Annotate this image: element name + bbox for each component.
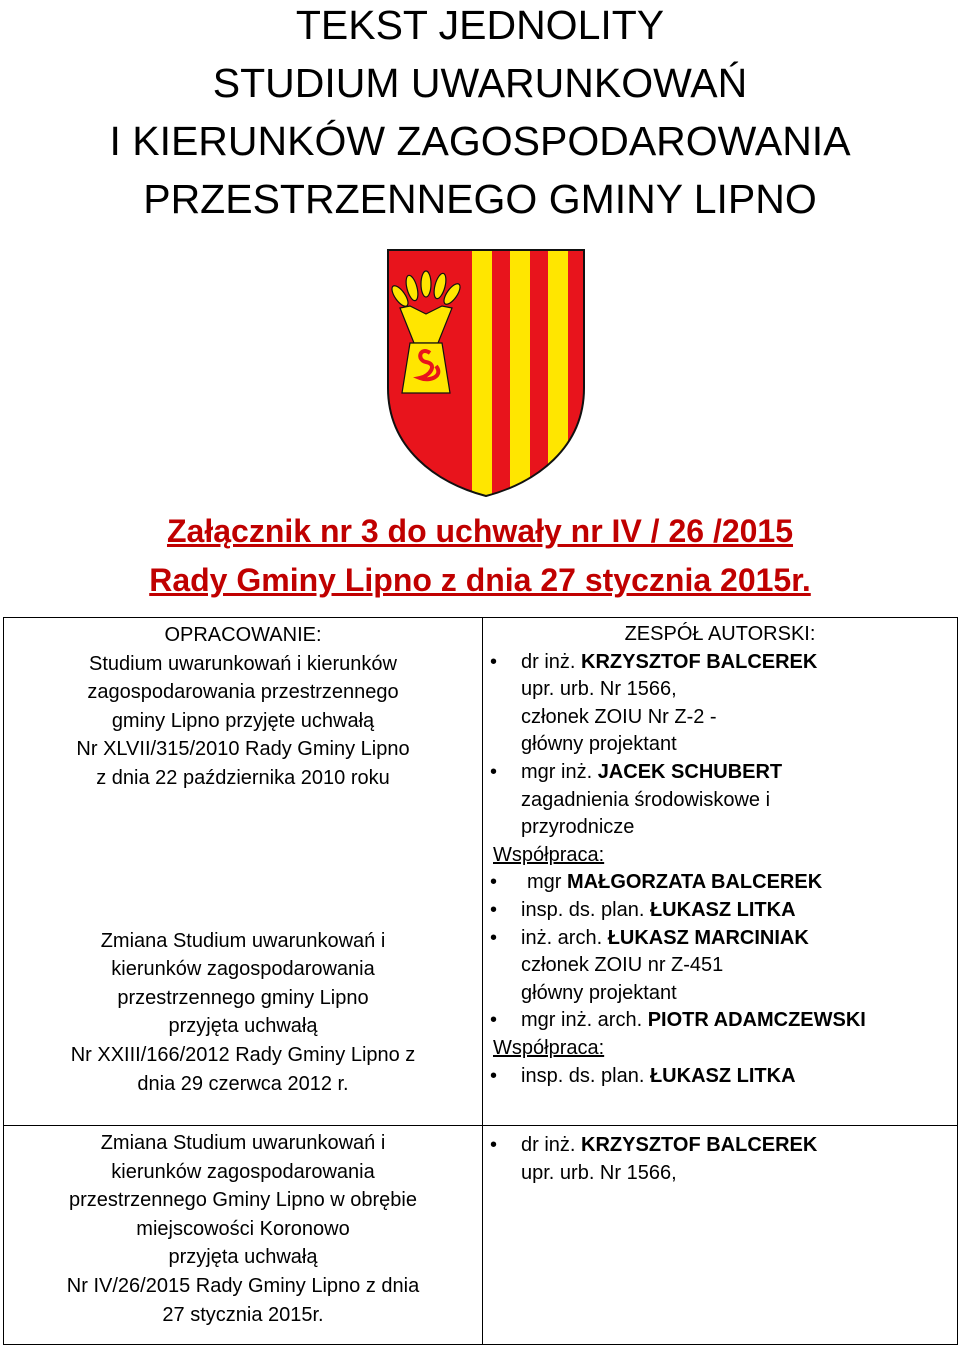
author-detail: przyrodnicze <box>521 816 635 839</box>
list-item <box>483 1160 957 1188</box>
author-title: insp. ds. plan. <box>521 898 650 921</box>
author-name: JACEK SCHUBERT <box>597 760 783 783</box>
list-item <box>483 897 957 925</box>
amendment-line: kierunków zagospodarowania <box>111 958 375 981</box>
author-title: insp. ds. plan. <box>521 1064 650 1087</box>
study-line: Studium uwarunkowań i kierunków <box>89 652 397 675</box>
author-name: MAŁGORZATA BALCEREK <box>567 871 823 894</box>
author-title: mgr <box>527 871 567 894</box>
author-detail: członek ZOIU nr Z-451 <box>521 954 724 977</box>
list-item <box>483 1132 957 1160</box>
list-item <box>483 1063 957 1091</box>
cooperation-label: Współpraca: <box>493 843 605 866</box>
list-item <box>483 980 957 1008</box>
study-block-1 <box>4 650 482 793</box>
amendment-line: Nr IV/26/2015 Rady Gminy Lipno z dnia <box>66 1274 420 1297</box>
author-title: mgr inż. arch. <box>521 1009 648 1032</box>
study-line: zagospodarowania przestrzennego <box>87 681 399 704</box>
cooperation-list <box>483 869 957 1035</box>
list-item <box>483 814 957 842</box>
authors-table <box>3 617 958 1345</box>
author-name: PIOTR ADAMCZEWSKI <box>647 1009 866 1032</box>
elaboration-cell <box>4 618 483 1126</box>
amendment-author-cell <box>483 1126 958 1345</box>
author-title: dr inż. <box>521 650 582 673</box>
amendment-line: przestrzennego gminy Lipno <box>117 986 369 1009</box>
list-item <box>483 759 957 787</box>
amendment-line: miejscowości Koronowo <box>136 1217 350 1240</box>
study-line: Nr XLVII/315/2010 Rady Gminy Lipno <box>76 738 410 761</box>
amendment-cell <box>4 1126 483 1345</box>
amendment-line: Nr XXIII/166/2012 Rady Gminy Lipno z <box>70 1043 416 1066</box>
study-line: z dnia 22 października 2010 roku <box>96 766 390 789</box>
title-line-4: PRZESTRZENNEGO GMINY LIPNO <box>143 176 817 222</box>
list-item <box>483 787 957 815</box>
author-name: KRZYSZTOF BALCEREK <box>581 650 818 673</box>
annex-line-1: Załącznik nr 3 do uchwały nr IV / 26 /2015 <box>166 513 794 549</box>
amendment-line: dnia 29 czerwca 2012 r. <box>137 1072 349 1095</box>
team-list <box>483 649 957 842</box>
author-detail: główny projektant <box>521 733 677 756</box>
table-row <box>4 1126 958 1345</box>
list-item <box>483 869 957 897</box>
document-title <box>0 0 960 228</box>
team-cell <box>483 618 958 1126</box>
list-item <box>483 925 957 953</box>
study-line: gminy Lipno przyjęte uchwałą <box>111 709 375 732</box>
list-item <box>483 676 957 704</box>
amendment-author-list <box>483 1132 957 1187</box>
list-item <box>483 704 957 732</box>
table-row <box>4 618 958 1126</box>
author-name: ŁUKASZ LITKA <box>649 898 796 921</box>
list-item <box>483 952 957 980</box>
title-line-1: TEKST JEDNOLITY <box>295 2 665 48</box>
list-item <box>483 649 957 677</box>
amendment-line: kierunków zagospodarowania <box>111 1160 375 1183</box>
cooperation-list <box>483 1063 957 1091</box>
amendment-line: przyjęta uchwałą <box>168 1015 318 1038</box>
amendment-line: przestrzennego Gminy Lipno w obrębie <box>69 1189 417 1212</box>
author-detail: upr. urb. Nr 1566, <box>521 1161 677 1184</box>
amendment-line: przyjęta uchwałą <box>168 1246 318 1269</box>
cooperation-label: Współpraca: <box>493 1036 605 1059</box>
list-item <box>483 1007 957 1035</box>
amendment-line: Zmiana Studium uwarunkowań i <box>100 929 386 952</box>
author-name: ŁUKASZ LITKA <box>649 1064 796 1087</box>
author-detail: upr. urb. Nr 1566, <box>521 678 677 701</box>
title-line-3: I KIERUNKÓW ZAGOSPODAROWANIA <box>109 118 851 164</box>
elaboration-header: OPRACOWANIE: <box>164 624 322 646</box>
amendment-line: 27 stycznia 2015r. <box>162 1303 324 1326</box>
author-detail: członek ZOIU Nr Z-2 - <box>521 705 717 728</box>
list-item <box>483 731 957 759</box>
team-header: ZESPÓŁ AUTORSKI: <box>624 623 816 645</box>
author-detail: główny projektant <box>521 981 677 1004</box>
amendment-line: Zmiana Studium uwarunkowań i <box>100 1132 386 1154</box>
author-title: mgr inż. <box>521 760 598 783</box>
author-name: ŁUKASZ MARCINIAK <box>607 926 809 949</box>
title-line-2: STUDIUM UWARUNKOWAŃ <box>212 60 748 106</box>
author-name: KRZYSZTOF BALCEREK <box>581 1134 818 1156</box>
author-detail: zagadnienia środowiskowe i <box>521 788 771 811</box>
study-block-2 <box>4 927 482 1099</box>
author-title: inż. arch. <box>521 926 608 949</box>
author-title: dr inż. <box>521 1134 582 1156</box>
annex-reference <box>0 507 960 605</box>
annex-line-2: Rady Gminy Lipno z dnia 27 stycznia 2015r. <box>149 562 811 598</box>
coat-of-arms-icon <box>386 248 586 498</box>
